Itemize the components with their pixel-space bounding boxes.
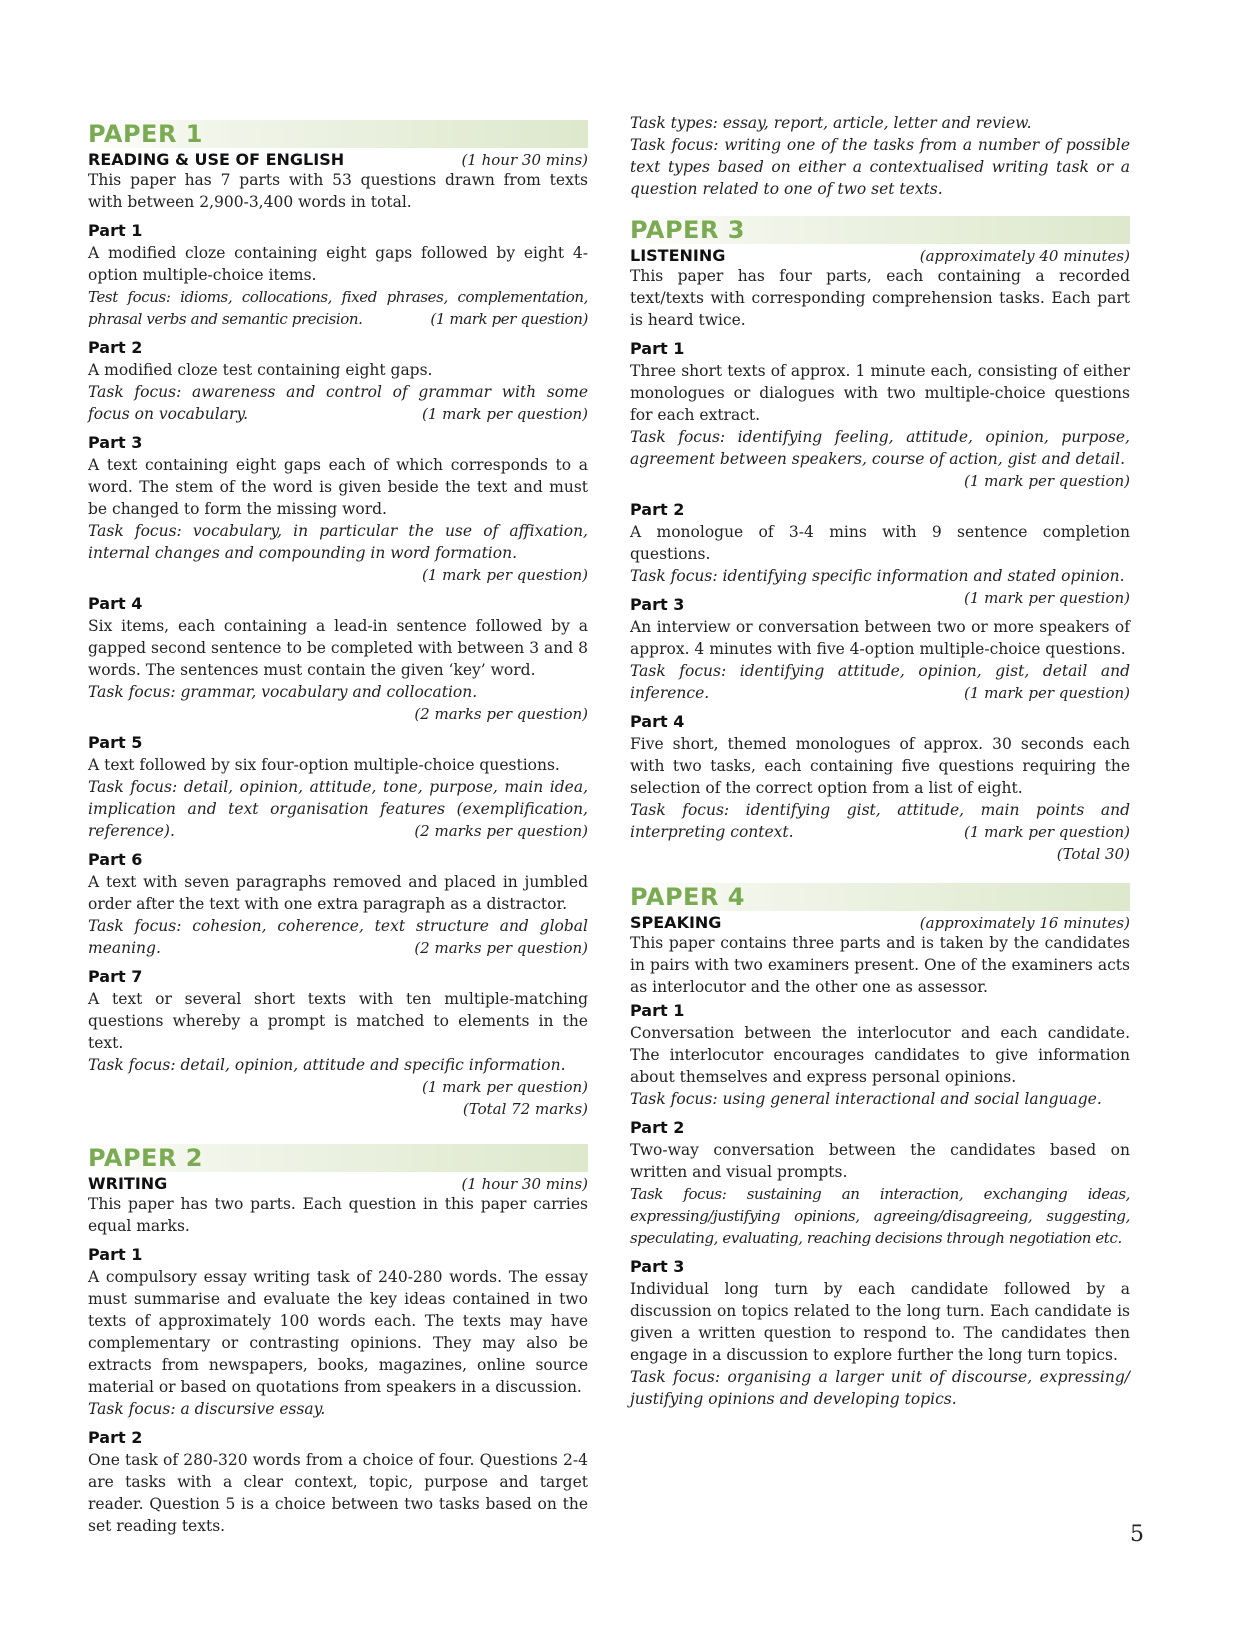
paper1-part7-mark: (1 mark per question): [422, 1078, 588, 1096]
paper4-part1-desc: Conversation between the interlocutor and each candidate. The interlocutor encourages candidates to give information about themselves and express personal opinions.: [630, 1024, 1130, 1086]
paper1-part5-mark: (2 marks per question): [414, 822, 588, 840]
paper4-banner: [630, 883, 1130, 911]
paper1-total: (Total 72 marks): [462, 1100, 588, 1118]
section-spacer: [630, 865, 1130, 875]
paper2-title: PAPER 2: [88, 1144, 203, 1172]
paper4-part1-heading: Part 1: [630, 1001, 685, 1020]
paper4-header: [630, 913, 1130, 932]
paper4-part3-desc: Individual long turn by each candidate followed by a discussion on topics related to the long turn. Each candidate is given a written question to respond to. The candidates then engage in a discussion to explore further the long turn topics.: [630, 1280, 1130, 1364]
paper2-part2-heading: Part 2: [88, 1428, 143, 1447]
paper4-part2-desc: Two-way conversation between the candidates based on written and visual prompts.: [630, 1141, 1130, 1181]
paper1-part2-focus-text: Task focus: awareness and control of grammar with some focus on vocabulary.: [88, 383, 588, 423]
paper1-part2-focus: [88, 381, 588, 425]
paper3-part3-heading: Part 3: [630, 595, 685, 614]
paper1-part4-mark: (2 marks per question): [414, 705, 588, 723]
paper4-part3-heading: Part 3: [630, 1257, 685, 1276]
paper3-intro: This paper has four parts, each containing a recorded text/texts with corresponding comprehension tasks. Each part is heard twice.: [630, 267, 1130, 329]
paper4-part1-focus: Task focus: using general interactional and social language.: [630, 1090, 1102, 1108]
paper3-header: [630, 246, 1130, 265]
page-number: 5: [1130, 1522, 1144, 1547]
paper3-part2-focus-text: Task focus: identifying specific information and stated opinion.: [630, 567, 1125, 585]
paper1-part2-desc: A modified cloze test containing eight gaps.: [88, 361, 433, 379]
paper1-part3-focus: Task focus: vocabulary, in particular the use of affixation, internal changes and compounding in word formation.: [88, 522, 588, 562]
paper1-part6-desc: A text with seven paragraphs removed and placed in jumbled order after the text with one extra paragraph as a distractor.: [88, 873, 588, 913]
paper1-header: [88, 150, 588, 169]
paper1-part1-mark: (1 mark per question): [430, 310, 588, 328]
paper3-part1-mark: (1 mark per question): [964, 472, 1130, 490]
paper2-banner: [88, 1144, 588, 1172]
paper2-section: [88, 1144, 588, 1537]
paper1-intro: This paper has 7 parts with 53 questions drawn from texts with between 2,900-3,400 words in total.: [88, 171, 588, 211]
paper1-banner: [88, 120, 588, 148]
paper1-part1-desc: A modified cloze containing eight gaps followed by eight 4-option multiple-choice items.: [88, 244, 588, 284]
paper2-part1-desc: A compulsory essay writing task of 240-280 words. The essay must summarise and evaluate the key ideas contained in two texts of approximately 100 words each. The texts may have complementary or contrasting opinions. They may also be extracts from newspapers, books, magazines, online source material or based on quotations from speakers in a discussion.: [88, 1268, 588, 1396]
paper2-header: [88, 1174, 588, 1193]
paper3-total: (Total 30): [1056, 845, 1130, 863]
paper1-part5-focus: [88, 776, 588, 842]
paper2-part1-focus: Task focus: a discursive essay.: [88, 1400, 326, 1418]
paper4-section: [630, 883, 1130, 1410]
paper2-subtitle: WRITING: [88, 1174, 168, 1193]
paper1-part6-focus-text: Task focus: cohesion, coherence, text structure and global meaning.: [88, 917, 588, 957]
paper3-banner: [630, 216, 1130, 244]
paper3-title: PAPER 3: [630, 216, 745, 244]
paper1-part5-desc: A text followed by six four-option multiple-choice questions.: [88, 756, 560, 774]
paper1-part4-desc: Six items, each containing a lead-in sentence followed by a gapped second sentence to be completed with between 3 and 8 words. The sentences must contain the given ‘key’ word.: [88, 617, 588, 679]
paper2-part2-types: Task types: essay, report, article, letter and review.: [630, 114, 1032, 132]
paper3-part4-focus: [630, 799, 1130, 843]
paper1-part7-heading: Part 7: [88, 967, 143, 986]
left-column: [88, 112, 588, 1537]
paper3-part3-focus: [630, 660, 1130, 704]
paper3-part2-desc: A monologue of 3-4 mins with 9 sentence completion questions.: [630, 523, 1130, 563]
paper1-part2-mark: (1 mark per question): [422, 405, 588, 423]
paper3-part2-heading: Part 2: [630, 500, 685, 519]
paper1-duration: (1 hour 30 mins): [461, 151, 588, 169]
paper2-intro: This paper has two parts. Each question in this paper carries equal marks.: [88, 1195, 588, 1235]
paper1-part1-heading: Part 1: [88, 221, 143, 240]
paper1-title: PAPER 1: [88, 120, 203, 148]
paper1-part3-heading: Part 3: [88, 433, 143, 452]
paper2-part2-focus: Task focus: writing one of the tasks from a number of possible text types based on either a contextualised writing task or a question related to one of two set texts.: [630, 136, 1130, 198]
paper1-part1-focus: [88, 286, 588, 330]
paper1-part4-heading: Part 4: [88, 594, 143, 613]
paper1-part6-mark: (2 marks per question): [414, 939, 588, 957]
paper4-part2-focus: Task focus: sustaining an interaction, exchanging ideas, expressing/justifying opinions, agreeing/disagreeing, suggesting, speculating, evaluating, reaching decisions through negotiation etc.: [630, 1185, 1130, 1247]
paper1-part4-focus: Task focus: grammar, vocabulary and collocation.: [88, 683, 478, 701]
paper1-part1-focus-text: Test focus: idioms, collocations, fixed phrases, complementation, phrasal verbs and semantic precision.: [88, 288, 588, 328]
paper3-part4-heading: Part 4: [630, 712, 685, 731]
paper1-part6-heading: Part 6: [88, 850, 143, 869]
paper4-intro: This paper contains three parts and is taken by the candidates in pairs with two examiners present. One of the examiners acts as interlocutor and the other one as assessor.: [630, 934, 1130, 996]
paper1-part3-desc: A text containing eight gaps each of which corresponds to a word. The stem of the word is given beside the text and must be changed to form the missing word.: [88, 456, 588, 518]
paper3-part4-mark: (1 mark per question): [964, 823, 1130, 841]
paper1-part7-desc: A text or several short texts with ten multiple-matching questions whereby a prompt is matched to elements in the text.: [88, 990, 588, 1052]
paper1-part3-mark: (1 mark per question): [422, 566, 588, 584]
section-spacer: [630, 200, 1130, 208]
paper3-section: [630, 216, 1130, 865]
paper3-part3-focus-text: Task focus: identifying attitude, opinion, gist, detail and inference.: [630, 662, 1130, 702]
paper3-subtitle: LISTENING: [630, 246, 726, 265]
paper3-part1-desc: Three short texts of approx. 1 minute each, consisting of either monologues or dialogues with two multiple-choice questions for each extract.: [630, 362, 1130, 424]
paper4-part2-heading: Part 2: [630, 1118, 685, 1137]
paper2-duration: (1 hour 30 mins): [461, 1175, 588, 1193]
paper3-part4-focus-text: Task focus: identifying gist, attitude, main points and interpreting context.: [630, 801, 1130, 841]
paper3-duration: (approximately 40 minutes): [919, 247, 1130, 265]
paper4-subtitle: SPEAKING: [630, 913, 722, 932]
section-spacer: [88, 1120, 588, 1136]
paper1-part2-heading: Part 2: [88, 338, 143, 357]
paper3-part1-heading: Part 1: [630, 339, 685, 358]
paper1-part6-focus: [88, 915, 588, 959]
paper3-part4-desc: Five short, themed monologues of approx. 30 seconds each with two tasks, each containing five questions requiring the selection of the correct option from a list of eight.: [630, 735, 1130, 797]
paper3-part2-mark: (1 mark per question): [964, 589, 1130, 607]
right-column: [630, 112, 1130, 1410]
paper1-part7-focus: Task focus: detail, opinion, attitude and specific information.: [88, 1056, 566, 1074]
paper3-part3-mark: (1 mark per question): [964, 684, 1130, 702]
paper4-title: PAPER 4: [630, 883, 745, 911]
paper3-part1-focus: Task focus: identifying feeling, attitude, opinion, purpose, agreement between speakers, course of action, gist and detail.: [630, 428, 1130, 468]
paper4-part3-focus: Task focus: organising a larger unit of discourse, expressing/ justifying opinions and developing topics.: [630, 1368, 1130, 1408]
paper2-part2-desc: One task of 280-320 words from a choice of four. Questions 2-4 are tasks with a clear context, topic, purpose and target reader. Question 5 is a choice between two tasks based on the set reading texts.: [88, 1451, 588, 1535]
paper1-part5-focus-text: Task focus: detail, opinion, attitude, tone, purpose, main idea, implication and text organisation features (exemplification, reference).: [88, 778, 588, 840]
paper2-part1-heading: Part 1: [88, 1245, 143, 1264]
paper1-subtitle: READING & USE OF ENGLISH: [88, 150, 345, 169]
paper3-part3-desc: An interview or conversation between two or more speakers of approx. 4 minutes with five 4-option multiple-choice questions.: [630, 618, 1130, 658]
paper4-duration: (approximately 16 minutes): [919, 914, 1130, 932]
paper1-part5-heading: Part 5: [88, 733, 143, 752]
paper1-section: [88, 120, 588, 1120]
